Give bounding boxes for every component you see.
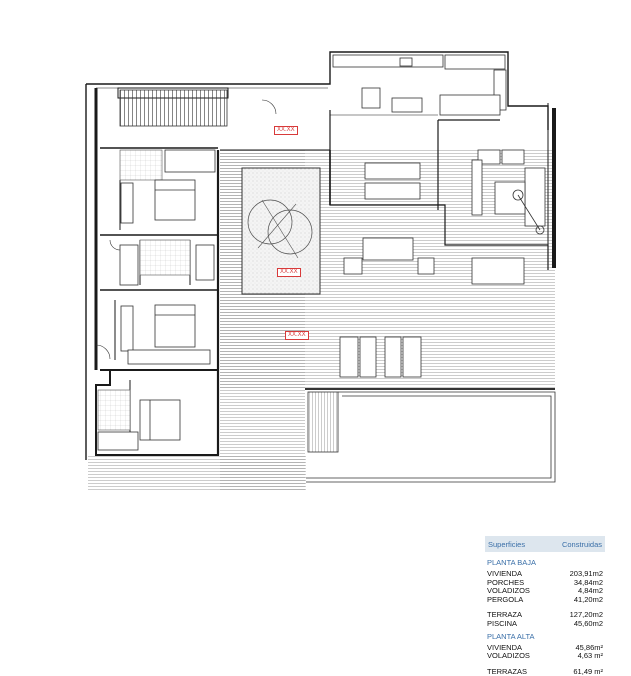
legend-value: 127,20m2 [569, 610, 603, 620]
legend-label: PISCINA [487, 618, 518, 628]
legend-header-left: Superficies [488, 540, 526, 549]
legend-label: VOLADIZOS [487, 586, 530, 596]
garden-steps [306, 392, 555, 482]
legend-label: VIVIENDA [487, 569, 523, 578]
legend-value: 4,84m2 [577, 586, 603, 596]
legend-section-upper: PLANTA ALTA [487, 631, 535, 641]
legend-label: TERRAZAS [487, 666, 528, 676]
legend-group-2 [485, 611, 605, 628]
kitchen [333, 55, 506, 115]
legend-section-ground: PLANTA BAJA [487, 558, 537, 567]
legend-value: 4,63 m² [577, 651, 603, 661]
stair [120, 90, 227, 126]
legend-value: 61,49 m² [573, 666, 603, 676]
legend-value: 34,84m2 [573, 577, 603, 587]
legend-label: VIVIENDA [487, 642, 523, 652]
legend-value: 41,20m2 [573, 594, 603, 604]
legend-row [485, 596, 605, 605]
legend-row [485, 652, 605, 661]
room-tag-pool: XX.XX [277, 268, 301, 277]
legend-label: PERGOLA [487, 594, 524, 604]
surfaces-legend [485, 536, 605, 676]
legend-label: VOLADIZOS [487, 651, 530, 661]
legend-label: PORCHES [487, 577, 525, 587]
legend-row [485, 620, 605, 629]
legend-header [485, 536, 605, 552]
legend-value: 45,86m² [575, 642, 603, 652]
legend-value: 203,91m2 [569, 569, 603, 578]
legend-label: TERRAZA [487, 610, 523, 620]
beds [140, 180, 195, 440]
room-tag-hall: XX.XX [274, 126, 298, 135]
legend-header-right: Construidas [561, 540, 602, 549]
legend-value: 45,60m2 [573, 618, 603, 628]
room-tag-terrace: XX.XX [285, 331, 309, 340]
legend-group-1 [485, 570, 605, 604]
legend-group-3 [485, 644, 605, 661]
